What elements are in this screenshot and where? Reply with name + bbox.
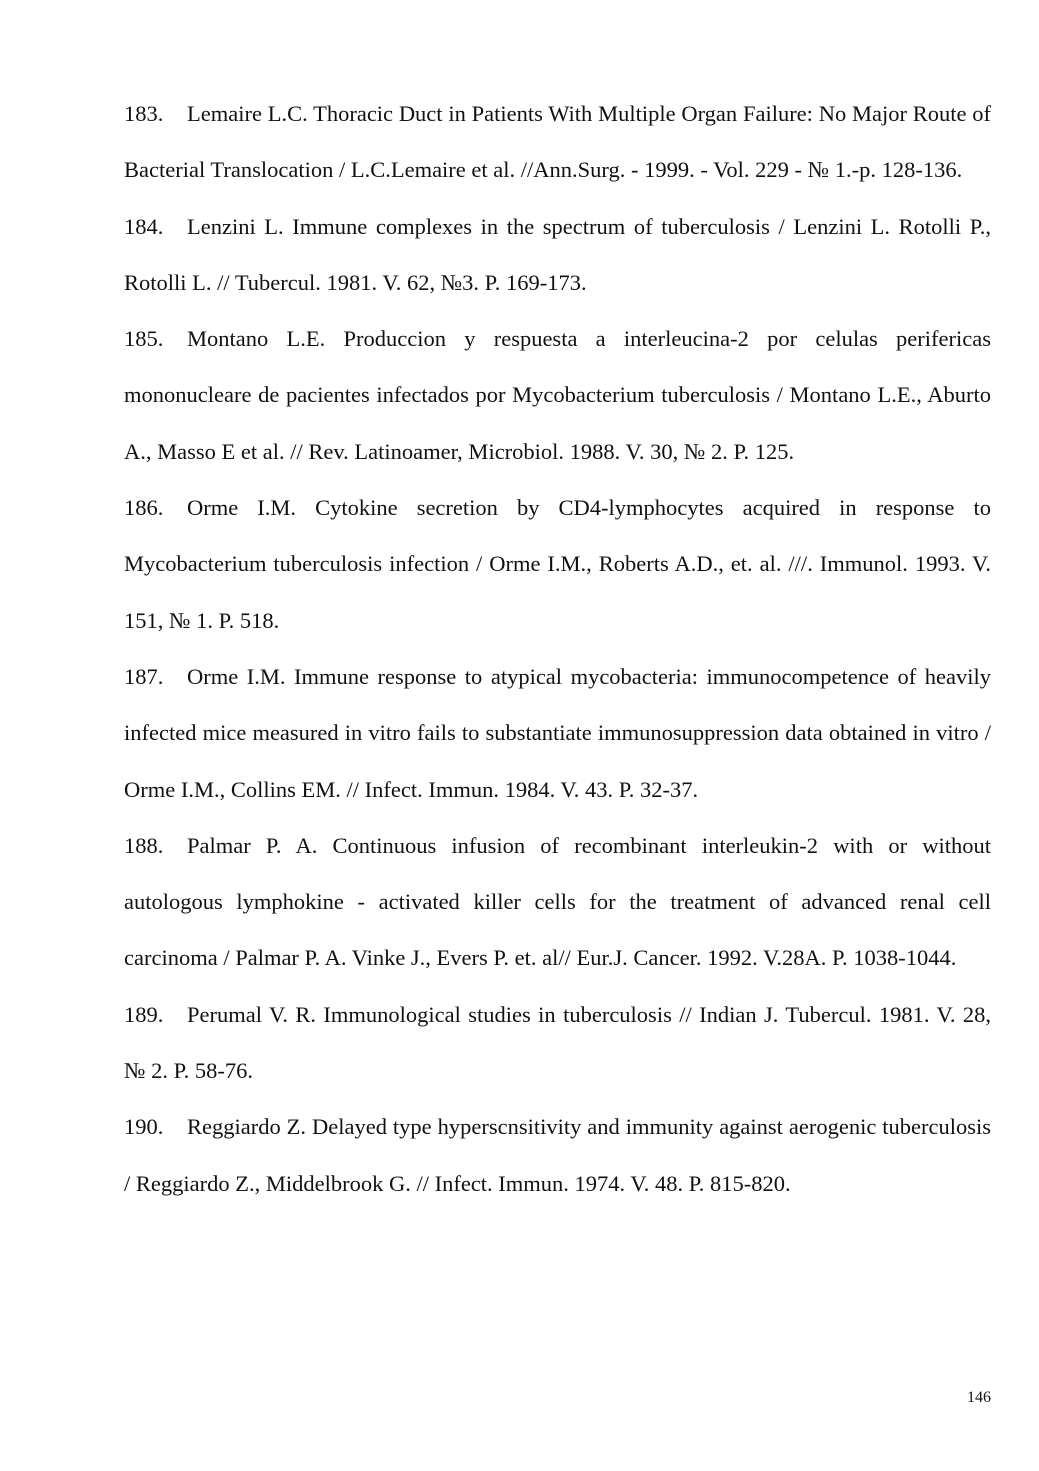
reference-text: Perumal V. R. Immunological studies in tuberculosis // Indian J. Tubercul. 1981. V. 28, № 2. P. 58-76.	[124, 1001, 991, 1084]
reference-number: 184.	[124, 213, 164, 239]
reference-item	[124, 987, 991, 1100]
reference-item	[124, 818, 991, 987]
reference-item	[124, 311, 991, 480]
reference-item	[124, 86, 991, 199]
reference-text: Reggiardo Z. Delayed type hyperscnsitivity and immunity against aerogenic tuberculosis / Reggiardo Z., Middelbrook G. // Infect. Immun. 1974. V. 48. P. 815-820.	[124, 1114, 991, 1196]
reference-number: 189.	[124, 1001, 164, 1027]
reference-number: 185.	[124, 326, 164, 352]
reference-number: 186.	[124, 495, 164, 521]
reference-number: 183.	[124, 101, 164, 126]
reference-text: Lenzini L. Immune complexes in the spectrum of tuberculosis / Lenzini L. Rotolli P., Rotolli L. // Tubercul. 1981. V. 62, №3. P. 169-173.	[124, 213, 991, 295]
reference-text: Montano L.E. Produccion y respuesta a interleucina-2 por celulas perifericas mononucleare de pacientes infectados por Mycobacterium tuberculosis / Montano L.E., Aburto A., Masso E et al. // Rev. Latinoamer, Microbiol. 1988. V. 30, № 2. P. 125.	[124, 326, 991, 464]
reference-item	[124, 199, 991, 312]
reference-number: 187.	[124, 663, 164, 689]
reference-text: Orme I.M. Immune response to atypical mycobacteria: immunocompetence of heavily infected mice measured in vitro fails to substantiate immunosuppression data obtained in vitro / Orme I.M., Collins EM. // Infect. Immun. 1984. V. 43. P. 32-37.	[124, 663, 991, 802]
reference-list	[124, 86, 991, 1212]
page-number: 146	[967, 1389, 991, 1406]
reference-text: Orme I.M. Cytokine secretion by CD4-lymphocytes acquired in response to Mycobacterium tuberculosis infection / Orme I.M., Roberts A.D., et. al. ///. Immunol. 1993. V. 151, № 1. P. 518.	[124, 495, 991, 633]
reference-number: 190.	[124, 1114, 164, 1140]
reference-item	[124, 1099, 991, 1212]
reference-item	[124, 649, 991, 818]
reference-text: Palmar P. A. Continuous infusion of recombinant interleukin-2 with or without autologous lymphokine - activated killer cells for the treatment of advanced renal cell carcinoma / Palmar P. A. Vinke J., Evers P. et. al// Eur.J. Cancer. 1992. V.28A. P. 1038-1044.	[124, 832, 991, 971]
reference-text: Lemaire L.C. Thoracic Duct in Patients With Multiple Organ Failure: No Major Route of Bacterial Translocation / L.C.Lemaire et al. //Ann.Surg. - 1999. - Vol. 229 - № 1.-p. 128-136.	[124, 101, 991, 183]
reference-item	[124, 480, 991, 649]
reference-number: 188.	[124, 832, 164, 858]
